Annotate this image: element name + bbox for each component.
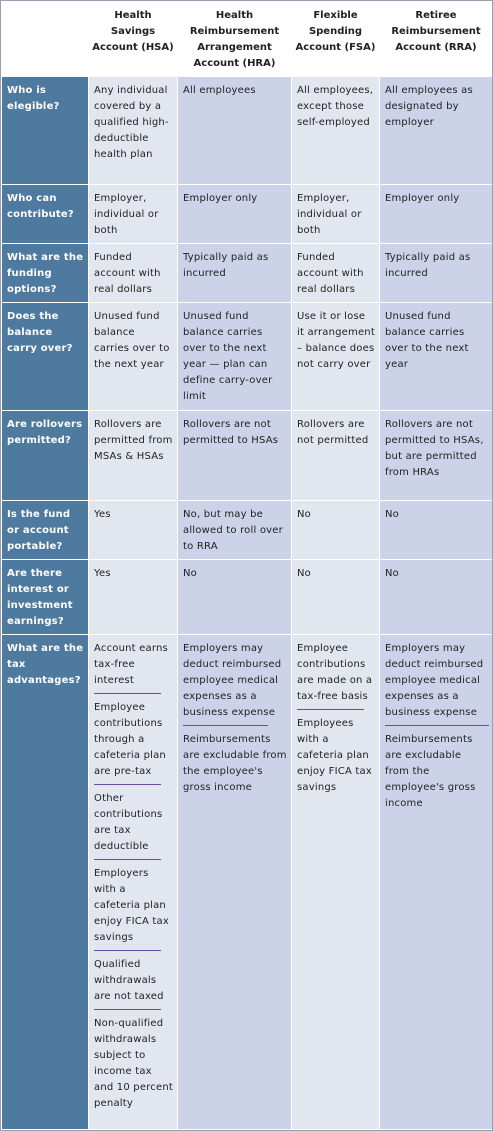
tax-item: Employees with a cafeteria plan enjoy FICA tax savings	[297, 718, 372, 793]
cell-hsa: Yes	[89, 501, 177, 559]
header-hsa: Health Savings Account (HSA)	[89, 2, 177, 76]
divider	[94, 784, 161, 785]
tax-item: Other contributions are tax deductible	[94, 793, 163, 852]
row-tax-advantages	[2, 635, 492, 1129]
tax-item: Employee contributions are made on a tax-free basis	[297, 643, 373, 702]
cell-fsa: Employer, individual or both	[292, 185, 379, 243]
tax-item: Reimbursements are excludable from the employee's gross income	[385, 734, 476, 809]
tax-item: Employers with a cafeteria plan enjoy FICA tax savings	[94, 868, 169, 943]
cell-fsa: Use it or lose it arrangement – balance does not carry over	[292, 303, 379, 410]
tax-item: Employee contributions through a cafeteria plan are pre-tax	[94, 702, 166, 777]
row-question: Is the fund or account portable?	[2, 501, 88, 559]
cell-hra: Rollovers are not permitted to HSAs	[178, 411, 291, 500]
cell-rra: Rollovers are not permitted to HSAs, but are permitted from HRAs	[380, 411, 492, 500]
cell-hra: All employees	[178, 77, 291, 184]
cell-rra: No	[380, 560, 492, 634]
cell-rra: Employer only	[380, 185, 492, 243]
cell-hsa: Unused fund balance carries over to the next year	[89, 303, 177, 410]
row-question: What are the funding options?	[2, 244, 88, 302]
row-portability	[2, 501, 492, 559]
divider	[183, 725, 268, 726]
divider	[94, 859, 161, 860]
cell-hra	[178, 635, 291, 1129]
cell-fsa	[292, 635, 379, 1129]
cell-hra: Unused fund balance carries over to the next year — plan can define carry-over limit	[178, 303, 291, 410]
cell-fsa: All employees, except those self-employed	[292, 77, 379, 184]
divider	[94, 1009, 161, 1010]
divider	[94, 950, 161, 951]
row-question: Does the balance carry over?	[2, 303, 88, 410]
cell-hra: No, but may be allowed to roll over to RRA	[178, 501, 291, 559]
cell-hsa	[89, 635, 177, 1129]
row-question: Are there interest or investment earnings?	[2, 560, 88, 634]
cell-hra: No	[178, 560, 291, 634]
cell-hsa: Employer, individual or both	[89, 185, 177, 243]
row-question: Who can contribute?	[2, 185, 88, 243]
row-eligibility	[2, 77, 492, 184]
row-rollovers	[2, 411, 492, 500]
divider	[385, 725, 489, 726]
cell-rra: Unused fund balance carries over to the next year	[380, 303, 492, 410]
row-earnings	[2, 560, 492, 634]
row-carryover	[2, 303, 492, 410]
tax-item: Reimbursements are excludable from the employee's gross income	[183, 734, 287, 793]
header-fsa: Flexible Spending Account (FSA)	[292, 2, 379, 76]
header-row	[2, 2, 492, 76]
cell-rra: All employees as designated by employer	[380, 77, 492, 184]
cell-hsa: Rollovers are permitted from MSAs & HSAs	[89, 411, 177, 500]
cell-rra	[380, 635, 492, 1129]
divider	[94, 693, 161, 694]
divider	[297, 709, 364, 710]
cell-hsa: Funded account with real dollars	[89, 244, 177, 302]
tax-item: Non-qualified withdrawals subject to income tax and 10 percent penalty	[94, 1018, 173, 1109]
tax-item: Employers may deduct reimbursed employee medical expenses as a business expense	[183, 643, 282, 718]
cell-rra: Typically paid as incurred	[380, 244, 492, 302]
row-question: Who is elegible?	[2, 77, 88, 184]
row-question: What are the tax advantages?	[2, 635, 88, 1129]
row-question: Are rollovers permitted?	[2, 411, 88, 500]
account-comparison-table	[1, 1, 493, 1130]
cell-fsa: No	[292, 560, 379, 634]
cell-hra: Employer only	[178, 185, 291, 243]
cell-rra: No	[380, 501, 492, 559]
header-hra: Health Reimbursement Arrangement Account (HRA)	[178, 2, 291, 76]
row-contributors	[2, 185, 492, 243]
cell-hsa: Any individual covered by a qualified high-deductible health plan	[89, 77, 177, 184]
tax-item: Account earns tax-free interest	[94, 643, 168, 686]
header-empty	[2, 2, 88, 76]
tax-item: Qualified withdrawals are not taxed	[94, 959, 164, 1002]
row-funding	[2, 244, 492, 302]
cell-fsa: No	[292, 501, 379, 559]
header-rra: Retiree Reimbursement Account (RRA)	[380, 2, 492, 76]
cell-hsa: Yes	[89, 560, 177, 634]
cell-fsa: Rollovers are not permitted	[292, 411, 379, 500]
tax-item: Employers may deduct reimbursed employee medical expenses as a business expense	[385, 643, 484, 718]
cell-hra: Typically paid as incurred	[178, 244, 291, 302]
cell-fsa: Funded account with real dollars	[292, 244, 379, 302]
